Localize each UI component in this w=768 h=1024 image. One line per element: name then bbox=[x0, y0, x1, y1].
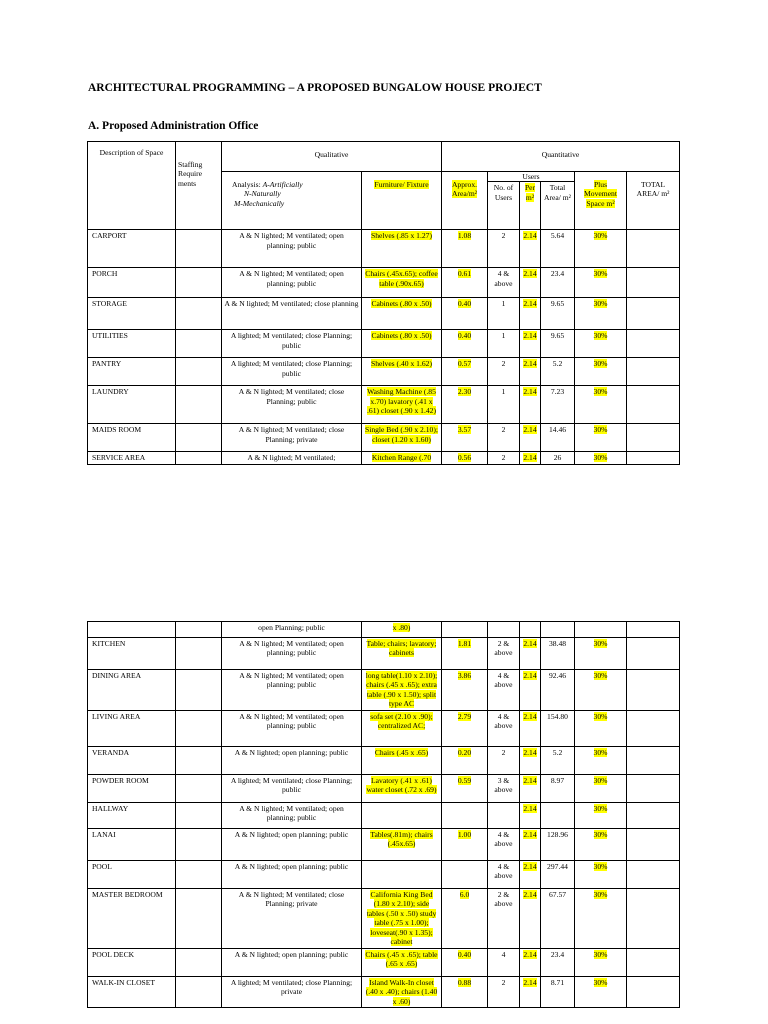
users-cell: 4 & above bbox=[488, 268, 520, 298]
approx-area-cell: 0.40 bbox=[442, 330, 488, 358]
table-row bbox=[88, 330, 680, 358]
per-m2-cell: 2.14 bbox=[520, 268, 541, 298]
space-name: UTILITIES bbox=[88, 330, 176, 358]
plus-movement-cell: 30% bbox=[575, 802, 627, 828]
analysis-cell: A & N lighted; M ventilated; close Planning; public bbox=[222, 386, 362, 424]
approx-area-cell: 1.81 bbox=[442, 638, 488, 670]
furniture-cell: Shelves (.40 x 1.62) bbox=[362, 358, 442, 386]
approx-area-cell bbox=[442, 802, 488, 828]
total-area-final-cell bbox=[627, 268, 680, 298]
plus-movement-cell: 30% bbox=[575, 948, 627, 976]
table-row bbox=[88, 268, 680, 298]
furniture-cell bbox=[362, 802, 442, 828]
per-m2-cell: 2.14 bbox=[520, 386, 541, 424]
approx-area-cell: 2.30 bbox=[442, 386, 488, 424]
staffing-header: Staffing Require ments bbox=[176, 142, 222, 230]
users-cell: 4 & above bbox=[488, 828, 520, 860]
furniture-cell: long table(1.10 x 2.10); chairs (.45 x .65); extra table (.90 x 1.50); split type AC bbox=[362, 670, 442, 711]
plus-movement-header: Plus Movement Space m² bbox=[575, 172, 627, 230]
per-m2-cell: 2.14 bbox=[520, 298, 541, 330]
space-name: STORAGE bbox=[88, 298, 176, 330]
approx-area-cell: 0.59 bbox=[442, 774, 488, 802]
table-row bbox=[88, 888, 680, 948]
analysis-cell: A lighted; M ventilated; close Planning; private bbox=[222, 976, 362, 1007]
approx-area-cell: 1.08 bbox=[442, 230, 488, 268]
space-name: LANAI bbox=[88, 828, 176, 860]
total-area-final-cell bbox=[627, 386, 680, 424]
space-name: HALLWAY bbox=[88, 802, 176, 828]
users-cell: 2 bbox=[488, 358, 520, 386]
plus-movement-cell: 30% bbox=[575, 976, 627, 1007]
approx-area-cell: 3.86 bbox=[442, 670, 488, 711]
approx-area-cell: 0.56 bbox=[442, 452, 488, 464]
users-cell: 1 bbox=[488, 330, 520, 358]
per-m2-cell: 2.14 bbox=[520, 230, 541, 268]
users-cell: 4 & above bbox=[488, 670, 520, 711]
users-cell: 1 bbox=[488, 298, 520, 330]
users-cell: 2 & above bbox=[488, 888, 520, 948]
space-name: VERANDA bbox=[88, 746, 176, 774]
total-area-cell: 9.65 bbox=[541, 298, 575, 330]
space-name: POOL DECK bbox=[88, 948, 176, 976]
description-header: Description of Space bbox=[88, 142, 176, 230]
analysis-a: A-Artificially bbox=[262, 180, 303, 189]
staffing-cell bbox=[176, 386, 222, 424]
table-row bbox=[88, 710, 680, 746]
per-m2-cell: 2.14 bbox=[520, 828, 541, 860]
staffing-cell bbox=[176, 802, 222, 828]
per-m2-cell: 2.14 bbox=[520, 452, 541, 464]
space-name: KITCHEN bbox=[88, 638, 176, 670]
analysis-cell: A lighted; M ventilated; close Planning; public bbox=[222, 330, 362, 358]
users-cell: 2 bbox=[488, 452, 520, 464]
per-m2-cell: 2.14 bbox=[520, 638, 541, 670]
users-header: Users bbox=[488, 172, 575, 182]
approx-area-cell bbox=[442, 860, 488, 888]
total-area-final-cell bbox=[627, 888, 680, 948]
analysis-cell: A & N lighted; M ventilated; open planning; public bbox=[222, 710, 362, 746]
space-name: MASTER BEDROOM bbox=[88, 888, 176, 948]
per-m2-cell: 2.14 bbox=[520, 424, 541, 452]
users-cell: 1 bbox=[488, 386, 520, 424]
total-area-final-cell bbox=[627, 330, 680, 358]
space-name: DINING AREA bbox=[88, 670, 176, 711]
plus-movement-cell: 30% bbox=[575, 298, 627, 330]
approx-area-cell: 0.57 bbox=[442, 358, 488, 386]
per-m2-cell: 2.14 bbox=[520, 710, 541, 746]
total-area-cell: 7.23 bbox=[541, 386, 575, 424]
total-area-final-cell bbox=[627, 860, 680, 888]
table-row bbox=[88, 230, 680, 268]
plus-movement-cell: 30% bbox=[575, 268, 627, 298]
staffing-cell bbox=[176, 230, 222, 268]
plus-movement-cell: 30% bbox=[575, 386, 627, 424]
table-row bbox=[88, 386, 680, 424]
furniture-cell: Shelves (.85 x 1.27) bbox=[362, 230, 442, 268]
space-name: LIVING AREA bbox=[88, 710, 176, 746]
space-name: POOL bbox=[88, 860, 176, 888]
per-m2-cell: 2.14 bbox=[520, 358, 541, 386]
furniture-cell: sofa set (2.10 x .90); centralized AC; bbox=[362, 710, 442, 746]
staffing-cell bbox=[176, 268, 222, 298]
total-area-final-cell bbox=[627, 230, 680, 268]
users-cell: 4 & above bbox=[488, 710, 520, 746]
table-row bbox=[88, 746, 680, 774]
furniture-cell: Single Bed (.90 x 2.10); closet (1.20 x 1.60) bbox=[362, 424, 442, 452]
total-area-final-cell bbox=[627, 358, 680, 386]
total-area-cell: 5.2 bbox=[541, 746, 575, 774]
total-area-cell: 5.64 bbox=[541, 230, 575, 268]
per-m2-cell: 2.14 bbox=[520, 860, 541, 888]
total-area-final-header: TOTAL AREA/ m² bbox=[627, 172, 680, 230]
approx-area-cell: 0.20 bbox=[442, 746, 488, 774]
space-name: PORCH bbox=[88, 268, 176, 298]
plus-movement-cell: 30% bbox=[575, 746, 627, 774]
furniture-cell: Lavatory (.41 x .61) water closet (.72 x .69) bbox=[362, 774, 442, 802]
furniture-cell: Kitchen Range (.70 bbox=[362, 452, 442, 464]
staffing-cell bbox=[176, 670, 222, 711]
total-area-final-cell bbox=[627, 452, 680, 464]
approx-area-cell: 0.88 bbox=[442, 976, 488, 1007]
total-area-cell: 14.46 bbox=[541, 424, 575, 452]
plus-movement-cell: 30% bbox=[575, 452, 627, 464]
furniture-cell: Chairs (.45 x .65) bbox=[362, 746, 442, 774]
per-m2-cell: 2.14 bbox=[520, 802, 541, 828]
staffing-cell bbox=[176, 330, 222, 358]
total-area-final-cell bbox=[627, 638, 680, 670]
users-cell: 2 bbox=[488, 976, 520, 1007]
space-name: LAUNDRY bbox=[88, 386, 176, 424]
analysis-cell: A & N lighted; M ventilated; close Planning; private bbox=[222, 424, 362, 452]
furniture-cell: Washing Machine (.85 x.70) lavatory (.41 x .61) closet (.90 x 1.42) bbox=[362, 386, 442, 424]
analysis-cell: A & N lighted; M ventilated; bbox=[222, 452, 362, 464]
furniture-cell: Chairs (.45x.65); coffee table (.90x.65) bbox=[362, 268, 442, 298]
staffing-cell bbox=[176, 424, 222, 452]
users-cell: 2 bbox=[488, 230, 520, 268]
furniture-cell bbox=[362, 860, 442, 888]
total-area-cell: 92.46 bbox=[541, 670, 575, 711]
table-row bbox=[88, 828, 680, 860]
analysis-cell: A & N lighted; open planning; public bbox=[222, 746, 362, 774]
staffing-cell bbox=[176, 976, 222, 1007]
plus-movement-cell: 30% bbox=[575, 330, 627, 358]
staffing-cell bbox=[176, 452, 222, 464]
analysis-cell: A & N lighted; M ventilated; open planning; public bbox=[222, 638, 362, 670]
plus-movement-cell: 30% bbox=[575, 710, 627, 746]
staffing-cell bbox=[176, 948, 222, 976]
total-area-cell: 8.71 bbox=[541, 976, 575, 1007]
analysis-n: N-Naturally bbox=[244, 189, 281, 199]
plus-movement-cell: 30% bbox=[575, 230, 627, 268]
space-name: PANTRY bbox=[88, 358, 176, 386]
table-row bbox=[88, 670, 680, 711]
section-title: A. Proposed Administration Office bbox=[88, 120, 259, 132]
total-area-cell: 9.65 bbox=[541, 330, 575, 358]
analysis-label: Analysis: bbox=[232, 180, 261, 189]
table-row bbox=[88, 358, 680, 386]
per-m2-cell: 2.14 bbox=[520, 670, 541, 711]
total-area-cell: 154.80 bbox=[541, 710, 575, 746]
analysis-cell: A & N lighted; M ventilated; close Planning; private bbox=[222, 888, 362, 948]
qualitative-header: Qualitative bbox=[222, 142, 442, 172]
per-m2-cell: 2.14 bbox=[520, 948, 541, 976]
approx-area-cell: 2.79 bbox=[442, 710, 488, 746]
table-row bbox=[88, 452, 680, 464]
total-area-cell: 23.4 bbox=[541, 948, 575, 976]
total-area-final-cell bbox=[627, 298, 680, 330]
staffing-cell bbox=[176, 358, 222, 386]
table-row bbox=[88, 424, 680, 452]
furniture-cell: Cabinets (.80 x .50) bbox=[362, 298, 442, 330]
staffing-cell bbox=[176, 710, 222, 746]
per-m2-header: Per m² bbox=[520, 182, 541, 230]
space-name: SERVICE AREA bbox=[88, 452, 176, 464]
furniture-cell: Cabinets (.80 x .50) bbox=[362, 330, 442, 358]
staffing-cell bbox=[176, 638, 222, 670]
per-m2-cell: 2.14 bbox=[520, 888, 541, 948]
users-cell: 4 & above bbox=[488, 860, 520, 888]
total-area-cell: 38.48 bbox=[541, 638, 575, 670]
total-area-final-cell bbox=[627, 948, 680, 976]
staffing-cell bbox=[176, 888, 222, 948]
approx-area-cell: 0.40 bbox=[442, 948, 488, 976]
approx-header: Approx. Area/m² bbox=[442, 172, 488, 230]
total-area-cell: 5.2 bbox=[541, 358, 575, 386]
table-row bbox=[88, 948, 680, 976]
staffing-cell bbox=[176, 828, 222, 860]
users-cell: 4 bbox=[488, 948, 520, 976]
analysis-cell: A & N lighted; M ventilated; open planning; public bbox=[222, 670, 362, 711]
table-row bbox=[88, 774, 680, 802]
furniture-cell: Tables(.81m); chairs (.45x.65) bbox=[362, 828, 442, 860]
staffing-cell bbox=[176, 860, 222, 888]
total-area-cell: 128.96 bbox=[541, 828, 575, 860]
per-m2-cell: 2.14 bbox=[520, 976, 541, 1007]
furniture-cell: California King Bed (1.80 x 2.10); side tables (.50 x .50) study table (.75 x 1.00); loveseat(.90 x 1.35); cabinet bbox=[362, 888, 442, 948]
users-cell: 2 bbox=[488, 424, 520, 452]
total-area-cell bbox=[541, 802, 575, 828]
total-area-final-cell bbox=[627, 774, 680, 802]
analysis-cell: A & N lighted; open planning; public bbox=[222, 948, 362, 976]
total-area-final-cell bbox=[627, 670, 680, 711]
total-area-cell: 297.44 bbox=[541, 860, 575, 888]
table-row bbox=[88, 860, 680, 888]
table-row bbox=[88, 976, 680, 1007]
cont-analysis: open Planning; public bbox=[222, 622, 362, 638]
analysis-cell: A & N lighted; M ventilated; open planning; public bbox=[222, 268, 362, 298]
users-cell bbox=[488, 802, 520, 828]
analysis-header bbox=[222, 172, 362, 230]
space-name: MAIDS ROOM bbox=[88, 424, 176, 452]
per-m2-cell: 2.14 bbox=[520, 774, 541, 802]
header-row-1 bbox=[88, 142, 680, 172]
programming-table-1 bbox=[87, 141, 680, 465]
analysis-cell: A lighted; M ventilated; close Planning; public bbox=[222, 358, 362, 386]
total-area-final-cell bbox=[627, 802, 680, 828]
total-area-final-cell bbox=[627, 976, 680, 1007]
analysis-cell: A & N lighted; M ventilated; open planning; public bbox=[222, 230, 362, 268]
total-area-cell: 8.97 bbox=[541, 774, 575, 802]
staffing-cell bbox=[176, 298, 222, 330]
total-area-final-cell bbox=[627, 710, 680, 746]
approx-area-cell: 3.57 bbox=[442, 424, 488, 452]
quantitative-header: Quantitative bbox=[442, 142, 680, 172]
analysis-cell: A & N lighted; M ventilated; open planning; public bbox=[222, 802, 362, 828]
table-row bbox=[88, 802, 680, 828]
users-cell: 2 & above bbox=[488, 638, 520, 670]
plus-movement-cell: 30% bbox=[575, 358, 627, 386]
space-name: WALK-IN CLOSET bbox=[88, 976, 176, 1007]
total-area-cell: 67.57 bbox=[541, 888, 575, 948]
page-title: ARCHITECTURAL PROGRAMMING – A PROPOSED BUNGALOW HOUSE PROJECT bbox=[88, 82, 542, 94]
analysis-cell: A lighted; M ventilated; close Planning; public bbox=[222, 774, 362, 802]
programming-table-2 bbox=[87, 621, 680, 1008]
staffing-cell bbox=[176, 746, 222, 774]
per-m2-cell: 2.14 bbox=[520, 746, 541, 774]
total-area-final-cell bbox=[627, 424, 680, 452]
plus-movement-cell: 30% bbox=[575, 888, 627, 948]
plus-movement-cell: 30% bbox=[575, 774, 627, 802]
plus-movement-cell: 30% bbox=[575, 828, 627, 860]
space-name: POWDER ROOM bbox=[88, 774, 176, 802]
approx-area-cell: 0.61 bbox=[442, 268, 488, 298]
approx-area-cell: 6.0 bbox=[442, 888, 488, 948]
cont-furniture: x .80) bbox=[362, 622, 442, 638]
total-area-header: Total Area/ m² bbox=[541, 182, 575, 230]
total-area-final-cell bbox=[627, 746, 680, 774]
space-name: CARPORT bbox=[88, 230, 176, 268]
furniture-cell: Table; chairs; lavatory; cabinets bbox=[362, 638, 442, 670]
furniture-header: Furniture/ Fixture bbox=[362, 172, 442, 230]
approx-area-cell: 0.40 bbox=[442, 298, 488, 330]
approx-area-cell: 1.00 bbox=[442, 828, 488, 860]
plus-movement-cell: 30% bbox=[575, 860, 627, 888]
total-area-final-cell bbox=[627, 828, 680, 860]
analysis-cell: A & N lighted; open planning; public bbox=[222, 860, 362, 888]
analysis-cell: A & N lighted; M ventilated; close planning bbox=[222, 298, 362, 330]
plus-movement-cell: 30% bbox=[575, 424, 627, 452]
total-area-cell: 26 bbox=[541, 452, 575, 464]
users-cell: 3 & above bbox=[488, 774, 520, 802]
staffing-cell bbox=[176, 774, 222, 802]
table-row bbox=[88, 638, 680, 670]
no-of-users-header: No. of Users bbox=[488, 182, 520, 230]
total-area-cell: 23.4 bbox=[541, 268, 575, 298]
continuation-row bbox=[88, 622, 680, 638]
furniture-cell: Chairs (.45 x .65); table (.65 x .65) bbox=[362, 948, 442, 976]
analysis-cell: A & N lighted; open planning; public bbox=[222, 828, 362, 860]
plus-movement-cell: 30% bbox=[575, 638, 627, 670]
table-row bbox=[88, 298, 680, 330]
users-cell: 2 bbox=[488, 746, 520, 774]
per-m2-cell: 2.14 bbox=[520, 330, 541, 358]
plus-movement-cell: 30% bbox=[575, 670, 627, 711]
analysis-m: M-Mechanically bbox=[234, 198, 285, 208]
furniture-cell: Island Walk-In closet (.40 x .40); chairs (1.40 x .60) bbox=[362, 976, 442, 1007]
